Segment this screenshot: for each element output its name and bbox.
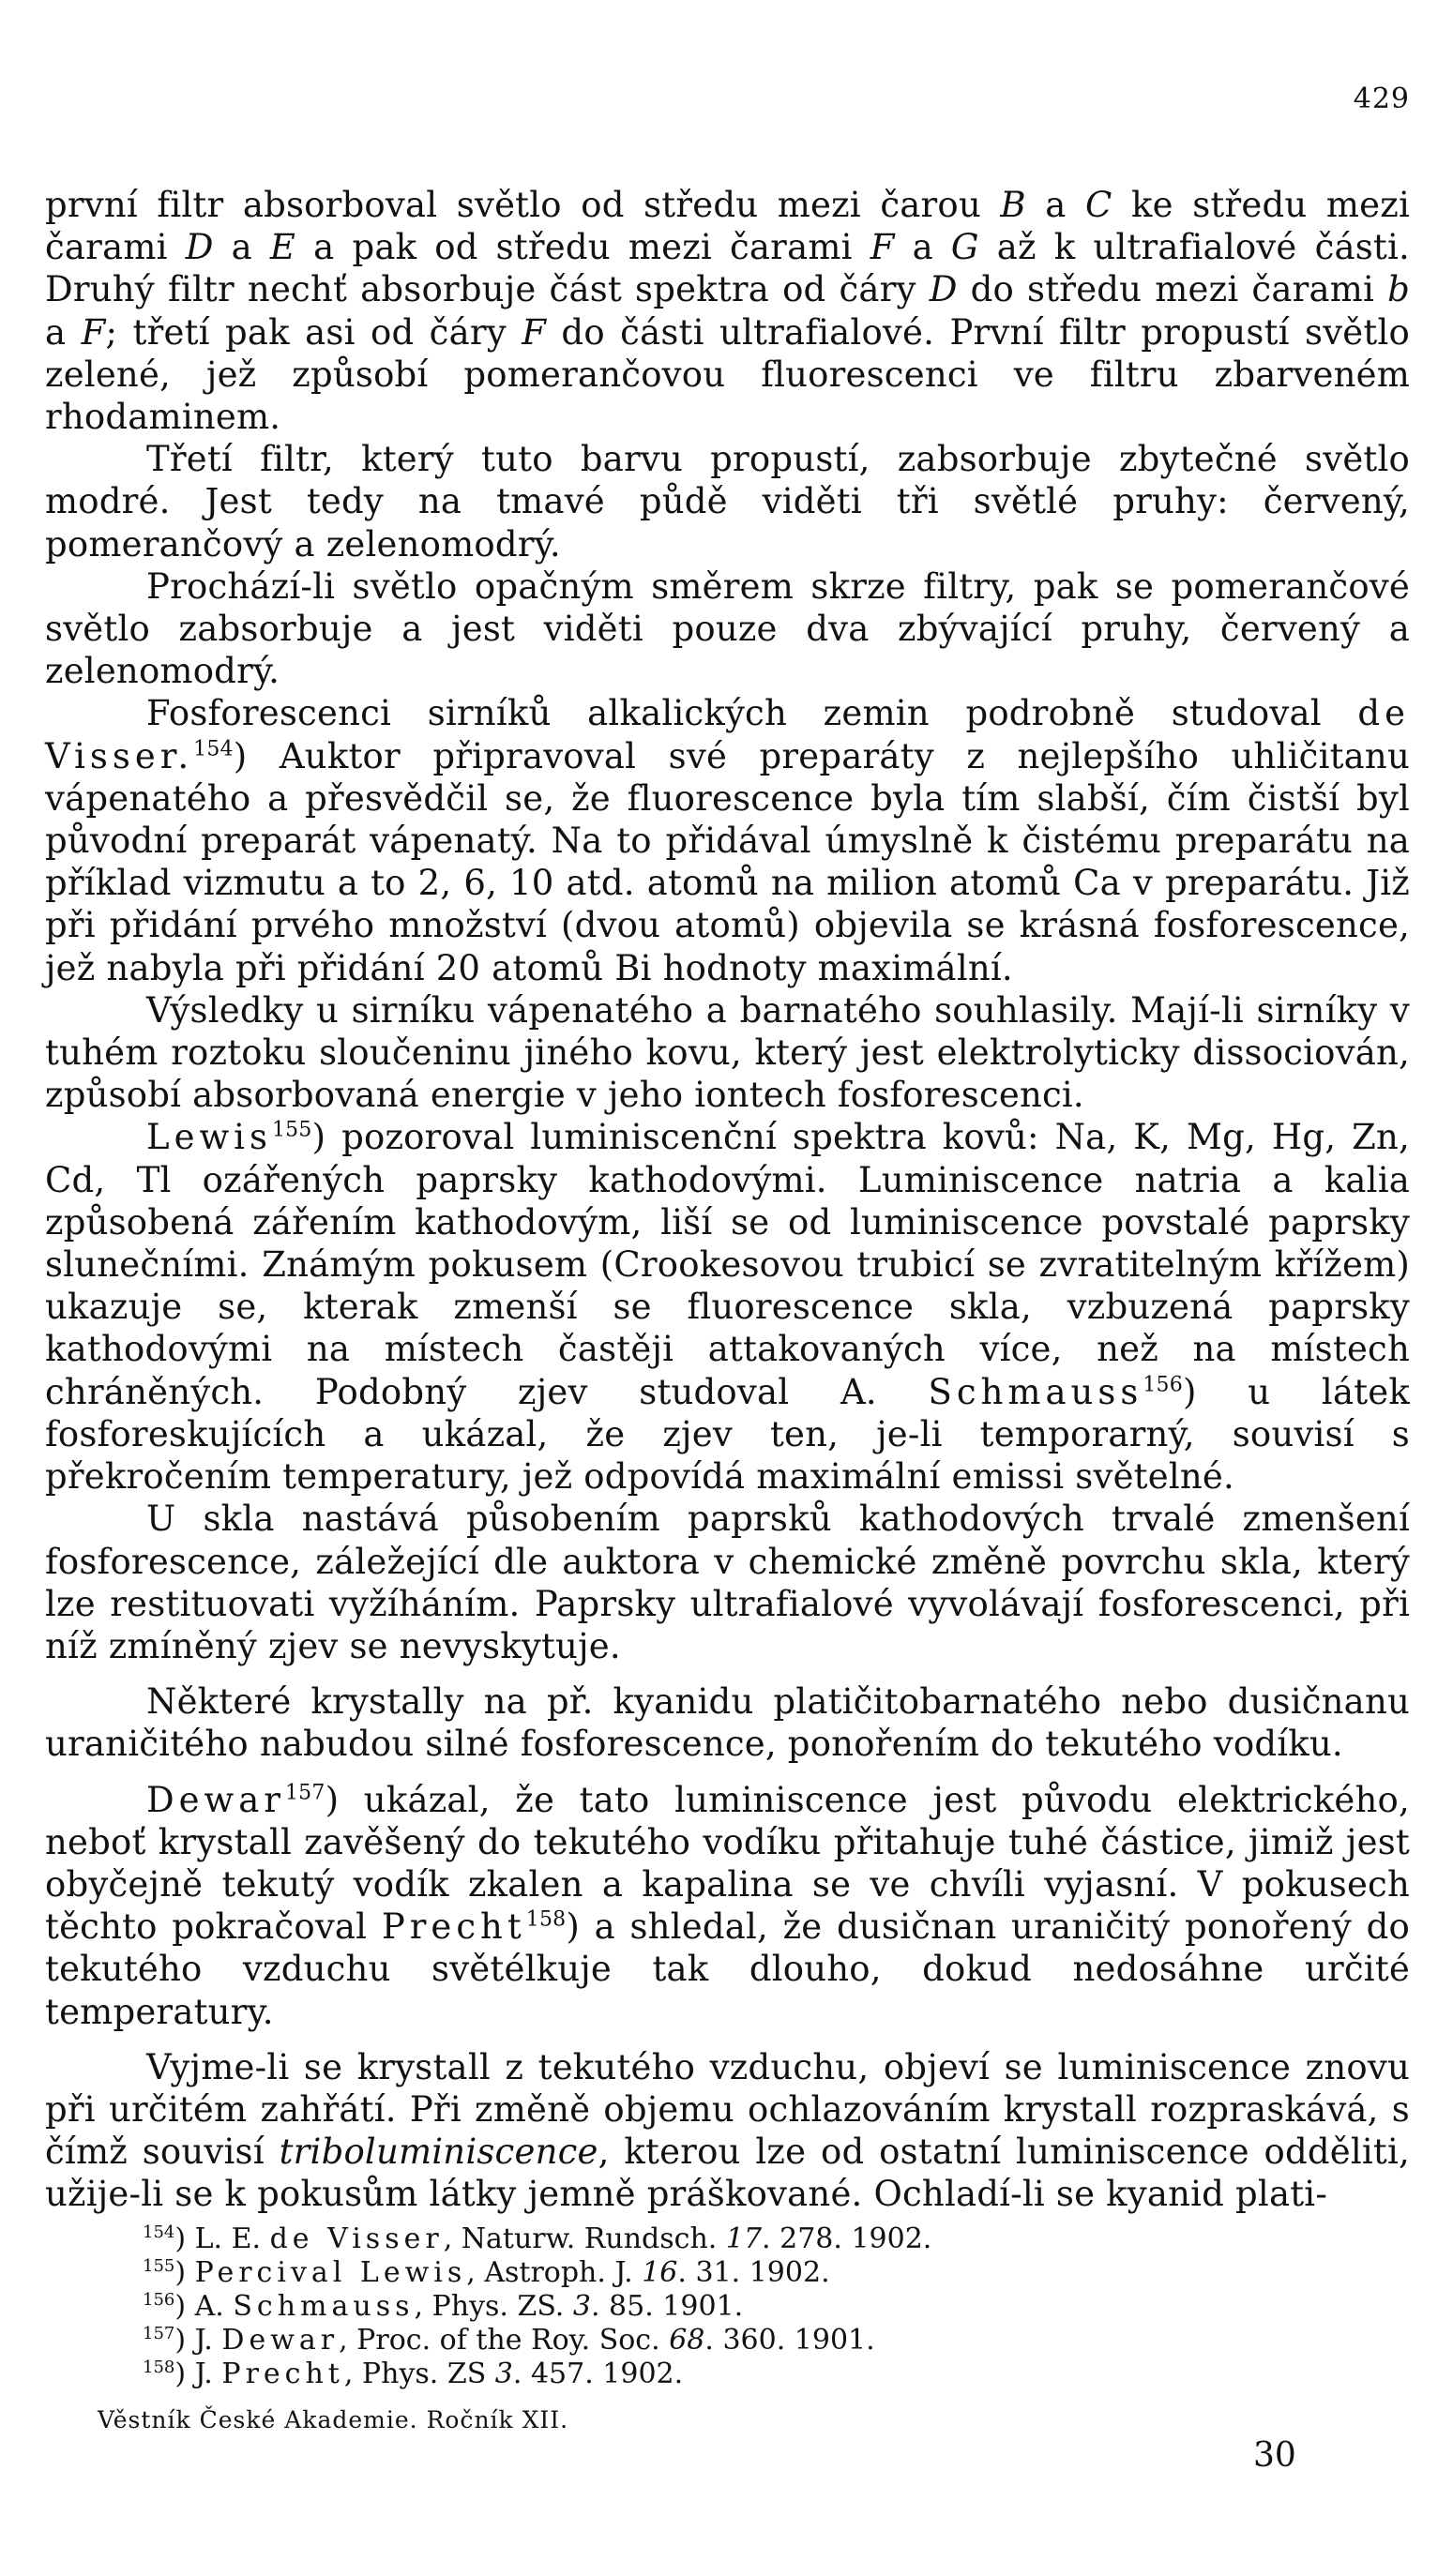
text-run: , Naturw. Rundsch. (443, 2222, 726, 2255)
paragraph (45, 1779, 1410, 2033)
text-run: a pak od středu mezi čarami (295, 227, 870, 268)
author-name: Precht (221, 2358, 344, 2390)
footnote-number: 157 (143, 2324, 175, 2343)
footnote-ref: 156 (1143, 1373, 1183, 1397)
italic-text: F (522, 311, 547, 353)
text-run: a (1025, 185, 1086, 225)
footnote-ref: 157 (284, 1781, 325, 1805)
paragraph (45, 1680, 1410, 1765)
text-run: a (894, 227, 951, 268)
footnote-ref: 155 (271, 1119, 312, 1143)
italic-text: D (185, 227, 214, 268)
author-name: de Visser (269, 2222, 444, 2255)
footnote (143, 2358, 1362, 2391)
paragraph (45, 1116, 1410, 1498)
text-run: , Proc. of the Roy. Soc. (339, 2324, 670, 2357)
text-run: do středu mezi čarami (957, 269, 1388, 310)
paragraph (45, 565, 1410, 693)
text-run: L. E. (194, 2222, 270, 2255)
author-name: Schmauss (928, 1371, 1143, 1412)
italic-text: F (870, 227, 895, 268)
footnote-paren: ) (174, 2222, 195, 2255)
footnote-paren: ) (174, 2290, 195, 2323)
italic-text: D (929, 269, 958, 310)
text-run: ) a shledal, že dusičnan uraničitý ponořený do tekutého vzduchu světélkuje tak dlouho, dokud nedosáhne určité temperatury. (45, 1906, 1410, 2032)
italic-text: B (1000, 185, 1026, 225)
text-run: U skla nastává působením paprsků kathodových trvalé zmenšení fosforescence, záležející dle auktora v chemické změně povrchu skla, který lze restituovati vyžíháním. Paprsky ultrafialové vyvolávají fosforescenci, při níž zmíněný zjev se nevyskytuje. (45, 1499, 1410, 1666)
text-run: Třetí filtr, který tuto barvu propustí, zabsorbuje zbytečné světlo modré. Jest tedy na tmavé půdě viděti tři světlé pruhy: červený, pomerančový a zelenomodrý. (45, 439, 1410, 565)
italic-text: 3 (494, 2358, 513, 2390)
italic-text: 3 (572, 2290, 591, 2323)
text-run: ) ukázal, že tato luminiscence jest původu elektrického, neboť krystall zavěšený do tekutého vodíku přitahuje tuhé částice, jimiž jest obyčejně tekutý vodík zkalen a kapalina se ve chvíli vyjasní. V pokusech těchto pokračoval (45, 1779, 1410, 1948)
text-run: Některé krystally na př. kyanidu platičitobarnatého nebo dusičnanu uraničitého nabudou silné fosforescence, ponořením do tekutého vodíku. (45, 1681, 1410, 1765)
footnote-paren: ) (174, 2324, 195, 2357)
footnote-ref: 158 (525, 1907, 567, 1932)
text-run: a (45, 311, 82, 353)
author-name: Percival Lewis (194, 2256, 467, 2289)
author-name: Dewar (146, 1779, 285, 1820)
text-run: ) Auktor připravoval své preparáty z nejlepšího uhličitanu vápenatého a přesvědčil se, že fluorescence byla tím slabší, čím čistší byl původní preparát vápenatý. Na to přidával úmyslně k čistému preparátu na příklad vizmutu a to 2, 6, 10 atd. atomů na milion atomů Ca v preparátu. Již při přidání prvého množství (dvou atomů) objevila se krásná fosforescence, jež nabyla při přidání 20 atomů Bi hodnoty maximální. (45, 735, 1410, 988)
italic-text: 17 (725, 2222, 763, 2255)
journal-line: Věstník České Akademie. Ročník XII. (98, 2406, 569, 2433)
footnote-number: 156 (143, 2290, 175, 2310)
paragraph (45, 438, 1410, 565)
text-run: . 278. 1902. (762, 2222, 932, 2255)
text-run: , Phys. ZS. (414, 2290, 573, 2323)
text-run: ; třetí pak asi od čáry (105, 311, 522, 353)
text-run: . 360. 1901. (704, 2324, 875, 2357)
footnote (143, 2256, 1362, 2290)
text-run: A. (194, 2290, 234, 2323)
author-name: de Visser. (45, 693, 1410, 776)
text-run: , kterou lze od ostatní luminiscence odděliti, užije-li se k pokusům látky jemně práškované. Ochladí-li se kyanid plati- (45, 2132, 1410, 2215)
italic-text: 68 (669, 2324, 705, 2357)
italic-text: F (81, 311, 106, 353)
italic-text: E (269, 227, 296, 268)
paragraph (45, 1498, 1410, 1667)
footnote-ref: 154 (193, 737, 234, 761)
paragraph (45, 2046, 1410, 2216)
footnote (143, 2324, 1362, 2358)
text-run: J. (194, 2358, 222, 2390)
text-run: ) pozoroval luminiscenční spektra kovů: Na, K, Mg, Hg, Zn, Cd, Tl ozářených paprsky kathodovými. Luminiscence natria a kalia způsobená zářením kathodovým, liší se od luminiscence povstalé paprsky slunečními. Známým pokusem (Crookesovou trubicí se zvratitelným křížem) ukazuje se, kterak zmenší se fluorescence skla, vzbuzená paprsky kathodovými na místech častěji attakovaných více, než na místech chráněných. Podobný zjev studoval A. (45, 1117, 1410, 1412)
text-run: . 85. 1901. (590, 2290, 744, 2323)
footnote-paren: ) (174, 2256, 195, 2289)
text-run: Výsledky u sirníku vápenatého a barnatého souhlasily. Mají-li sirníky v tuhém roztoku sloučeninu jiného kovu, který jest elektrolyticky dissociován, způsobí absorbovaná energie v jeho iontech fosforescenci. (45, 989, 1410, 1116)
footnote-number: 158 (143, 2358, 175, 2377)
italic-text: C (1085, 185, 1112, 225)
signature-mark: 30 (1253, 2436, 1296, 2475)
italic-text: triboluminiscence (279, 2132, 598, 2173)
text-run: Prochází-li světlo opačným směrem skrze filtry, pak se pomerančové světlo zabsorbuje a jest viděti pouze dva zbývající pruhy, červený a zelenomodrý. (45, 565, 1410, 692)
author-name: Dewar (221, 2324, 340, 2357)
footnotes (143, 2222, 1362, 2391)
author-name: Precht (381, 1906, 526, 1948)
text-run: ) u látek fosforeskujících a ukázal, že zjev ten, je-li temporarný, souvisí s překročením temperatury, jež odpovídá maximální emissi světelné. (45, 1371, 1411, 1498)
page-number: 429 (1353, 83, 1410, 115)
author-name: Schmauss (233, 2290, 415, 2323)
body-text (45, 184, 1410, 2216)
text-run: . 457. 1902. (512, 2358, 684, 2390)
footnote (143, 2222, 1362, 2256)
text-run: J. (194, 2324, 222, 2357)
author-name: Lewis (146, 1117, 272, 1158)
text-run: Vyjme-li se krystall z tekutého vzduchu, objeví se luminiscence znovu při určitém zahřátí. Při změně objemu ochlazováním krystall rozpraskává, s čímž souvisí (45, 2046, 1410, 2173)
footnote-number: 155 (143, 2256, 175, 2276)
text-run: , Astroph. J. (466, 2256, 643, 2289)
footnote-number: 154 (143, 2222, 175, 2242)
text-run: a (213, 227, 270, 268)
text-run: Fosforescenci sirníků alkalických zemin podrobně studoval (146, 693, 1358, 734)
italic-text: 16 (642, 2256, 678, 2289)
text-run: první filtr absorboval světlo od středu mezi čarou (45, 185, 1001, 225)
italic-text: b (1387, 269, 1410, 310)
italic-text: G (950, 227, 979, 268)
text-run: . 31. 1902. (677, 2256, 830, 2289)
text-run: , Phys. ZS (343, 2358, 495, 2390)
paragraph (45, 989, 1410, 1117)
paragraph (45, 184, 1410, 438)
text-run: do části ultrafialové. První filtr propustí světlo zelené, jež způsobí pomerančovou fluorescenci ve filtru zbarveném rhodaminem. (45, 311, 1410, 438)
text-run: až k ultrafialové části. Druhý filtr nechť absorbuje část spektra od čáry (45, 227, 1411, 310)
footnote (143, 2290, 1362, 2324)
paragraph (45, 692, 1410, 988)
text-run: ke středu mezi čarami (45, 185, 1410, 268)
footnote-paren: ) (174, 2358, 195, 2390)
